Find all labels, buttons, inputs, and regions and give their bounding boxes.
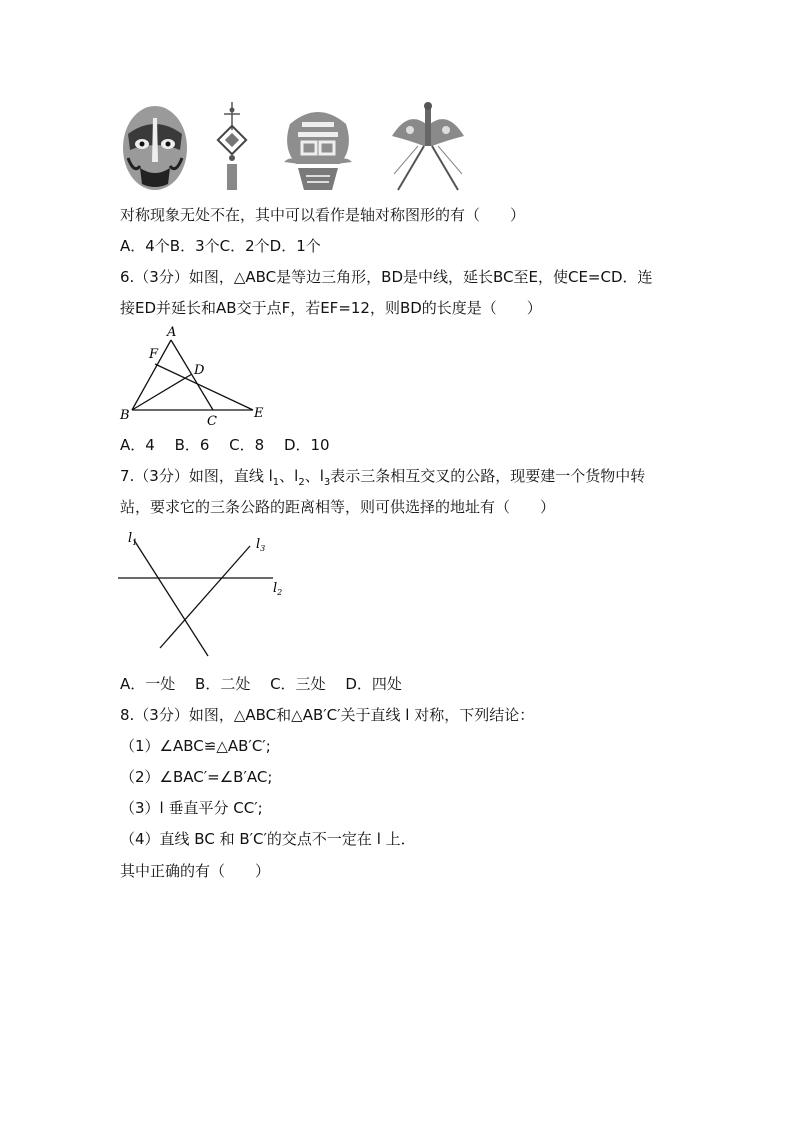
- q6-options: A．4 B．6 C．8 D．10: [120, 436, 330, 454]
- label-a: A: [167, 325, 177, 340]
- label-l3: [256, 537, 265, 553]
- q8-conclusion-1: （1）∠ABC≌△AB′C′;: [120, 737, 271, 755]
- label-f: F: [149, 347, 159, 362]
- triangle-figure: [118, 324, 268, 428]
- label-l3-letter: l: [256, 537, 261, 552]
- label-l2: [273, 581, 282, 597]
- q7-sub-2: 2: [298, 477, 305, 488]
- q7-options: A．一处 B．二处 C．三处 D．四处: [120, 675, 402, 693]
- label-l1-sub: 1: [132, 538, 138, 547]
- q6-stem-line1: 6.（3分）如图，△ABC是等边三角形，BD是中线，延长BC至E，使CE=CD．连: [120, 268, 653, 286]
- q8-conclusion-2: （2）∠BAC′=∠B′AC;: [120, 768, 273, 786]
- label-d: D: [194, 363, 205, 378]
- q7-sub-3: 3: [323, 477, 331, 488]
- label-e: E: [254, 406, 264, 421]
- opera-mask-icon: [120, 104, 190, 192]
- label-c: C: [207, 414, 217, 428]
- label-l1-letter: l: [128, 531, 133, 546]
- q8-conclusion-4: （4）直线 BC 和 B′C′的交点不一定在 l 上．: [120, 830, 416, 848]
- chinese-knot-icon: [210, 100, 254, 192]
- label-l3-sub: 3: [260, 544, 266, 553]
- q7-sep-2: 、l: [304, 467, 324, 485]
- q8-conclusion-3: （3）l 垂直平分 CC′;: [120, 799, 263, 817]
- q7-stem-part-b: 表示三条相互交叉的公路，现要建一个货物中转: [330, 467, 646, 485]
- q7-stem-line2: 站，要求它的三条公路的距离相等，则可供选择的地址有（ ）: [120, 498, 556, 516]
- roads-figure: [118, 528, 288, 662]
- q6-stem-line2: 接ED并延长和AB交于点F，若EF=12，则BD的长度是（ ）: [120, 299, 542, 317]
- label-l2-letter: l: [273, 581, 278, 596]
- q8-stem: 8.（3分）如图，△ABC和△AB′C′关于直线 l 对称，下列结论：: [120, 706, 535, 724]
- kite-icon: [388, 100, 468, 192]
- label-l2-sub: 2: [277, 588, 283, 597]
- q7-sep-1: 、l: [279, 467, 299, 485]
- label-l1: [128, 531, 137, 547]
- q5-options: A．4个B．3个C．2个D．1个: [120, 237, 321, 255]
- q8-ask: 其中正确的有（ ）: [120, 862, 271, 880]
- q7-sub-1: 1: [272, 477, 280, 488]
- q7-stem-part-a: 7.（3分）如图，直线 l: [120, 467, 273, 485]
- q5-stem: 对称现象无处不在，其中可以看作是轴对称图形的有（ ）: [120, 206, 526, 224]
- q7-stem-line1: [120, 466, 645, 493]
- label-b: B: [120, 408, 130, 423]
- double-happiness-icon: [280, 104, 356, 192]
